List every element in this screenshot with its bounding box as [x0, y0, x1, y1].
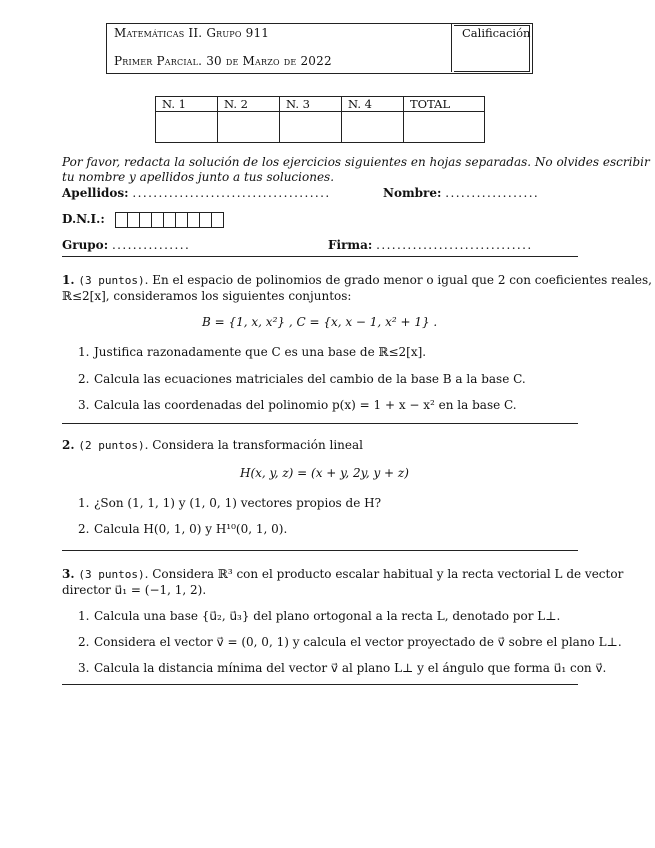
problem-2-intro-text: . Considera la transformación lineal: [144, 438, 364, 452]
problem-2-item: [78, 496, 381, 510]
problem-2-formula: H(x, y, z) = (x + y, 2y, y + z): [240, 466, 409, 480]
grupo-field: [62, 238, 190, 253]
score-header-3: N. 3: [280, 97, 342, 112]
item-number: 1.: [78, 609, 90, 623]
firma-dots[interactable]: ..............................: [376, 238, 533, 252]
problem-2-item-text: Calcula H(0, 1, 0) y H¹⁰(0, 1, 0).: [94, 522, 288, 536]
nombre-label: Nombre:: [383, 186, 442, 200]
problem-2-intro: [62, 438, 363, 453]
score-cell-total[interactable]: [404, 112, 485, 143]
divider: [62, 256, 578, 257]
problem-1-intro-b: ℝ≤2[x], consideramos los siguientes conjuntos:: [62, 289, 352, 303]
problem-3-intro-b: director u⃗₁ = (−1, 1, 2).: [62, 583, 207, 597]
problem-3-intro: [62, 567, 623, 582]
score-cell-4[interactable]: [342, 112, 404, 143]
dni-box[interactable]: [211, 212, 224, 228]
problem-3-points: (3 puntos): [78, 568, 145, 581]
divider: [62, 423, 578, 424]
nombre-field: [383, 186, 539, 201]
item-number: 1.: [78, 345, 90, 359]
problem-3-item: [78, 661, 606, 675]
problem-1-intro-a: . En el espacio de polinomios de grado menor o igual que 2 con coeficientes reales,: [144, 273, 652, 287]
score-header-4: N. 4: [342, 97, 404, 112]
problem-3-item: [78, 609, 560, 623]
problem-1-number: 1.: [62, 273, 75, 287]
problem-3-item-text: Considera el vector v⃗ = (0, 0, 1) y calcula el vector proyectado de v⃗ sobre el plano L⊥.: [94, 635, 622, 649]
scores-blank-row: [156, 112, 485, 143]
problem-1-item-text: Justifica razonadamente que C es una base de ℝ≤2[x].: [94, 345, 427, 359]
apellidos-label: Apellidos:: [62, 186, 129, 200]
grupo-label: Grupo:: [62, 238, 109, 252]
grupo-dots[interactable]: ...............: [111, 238, 191, 252]
problem-2-number: 2.: [62, 438, 75, 452]
header-divider: [451, 23, 452, 72]
problem-3-item-text: Calcula la distancia mínima del vector v⃗ al plano L⊥ y el ángulo que forma u⃗₁ con v⃗.: [94, 661, 607, 675]
nombre-dots[interactable]: ..................: [445, 186, 540, 200]
divider: [62, 550, 578, 551]
score-header-2: N. 2: [218, 97, 280, 112]
problem-2-points: (2 puntos): [78, 439, 145, 452]
problem-2-item: [78, 522, 287, 536]
item-number: 3.: [78, 661, 90, 675]
exam-header: [106, 23, 531, 72]
item-number: 2.: [78, 635, 90, 649]
apellidos-field: [62, 186, 331, 201]
item-number: 3.: [78, 398, 90, 412]
problem-2-item-text: ¿Son (1, 1, 1) y (1, 0, 1) vectores propios de H?: [94, 496, 382, 510]
problem-1-item: [78, 372, 526, 386]
score-header-1: N. 1: [156, 97, 218, 112]
scores-table: [155, 96, 485, 143]
problem-1-formula: B = {1, x, x²} , C = {x, x − 1, x² + 1} .: [202, 315, 438, 329]
apellidos-dots[interactable]: ......................................: [132, 186, 331, 200]
problem-3-number: 3.: [62, 567, 75, 581]
problem-1-points: (3 puntos): [78, 274, 145, 287]
problem-1-item-text: Calcula las coordenadas del polinomio p(x) = 1 + x − x² en la base C.: [94, 398, 517, 412]
problem-1-intro: [62, 273, 652, 288]
grade-label: Calificación: [462, 26, 531, 40]
divider: [62, 684, 578, 685]
course-title: Matemáticas II. Grupo 911: [114, 26, 270, 40]
firma-field: [328, 238, 533, 253]
score-cell-3[interactable]: [280, 112, 342, 143]
problem-1-item: [78, 345, 426, 359]
score-header-total: TOTAL: [404, 97, 485, 112]
score-cell-2[interactable]: [218, 112, 280, 143]
problem-3-item: [78, 635, 622, 649]
problem-1-item-text: Calcula las ecuaciones matriciales del cambio de la base B a la base C.: [94, 372, 526, 386]
instructions-line-2: tu nombre y apellidos junto a tus soluciones.: [62, 170, 335, 184]
instructions-line-1: Por favor, redacta la solución de los ejercicios siguientes en hojas separadas. No olvides escribir: [62, 155, 650, 169]
item-number: 1.: [78, 496, 90, 510]
problem-3-intro-a: . Considera ℝ³ con el producto escalar habitual y la recta vectorial L de vector: [144, 567, 624, 581]
problem-3-item-text: Calcula una base {u⃗₂, u⃗₃} del plano ortogonal a la recta L, denotado por L⊥.: [94, 609, 561, 623]
dni-boxes[interactable]: [115, 212, 223, 228]
score-cell-1[interactable]: [156, 112, 218, 143]
item-number: 2.: [78, 522, 90, 536]
item-number: 2.: [78, 372, 90, 386]
scores-header-row: [156, 97, 485, 112]
exam-title: Primer Parcial. 30 de Marzo de 2022: [114, 54, 332, 68]
dni-label: D.N.I.:: [62, 212, 105, 226]
problem-1-item: [78, 398, 517, 412]
firma-label: Firma:: [328, 238, 373, 252]
